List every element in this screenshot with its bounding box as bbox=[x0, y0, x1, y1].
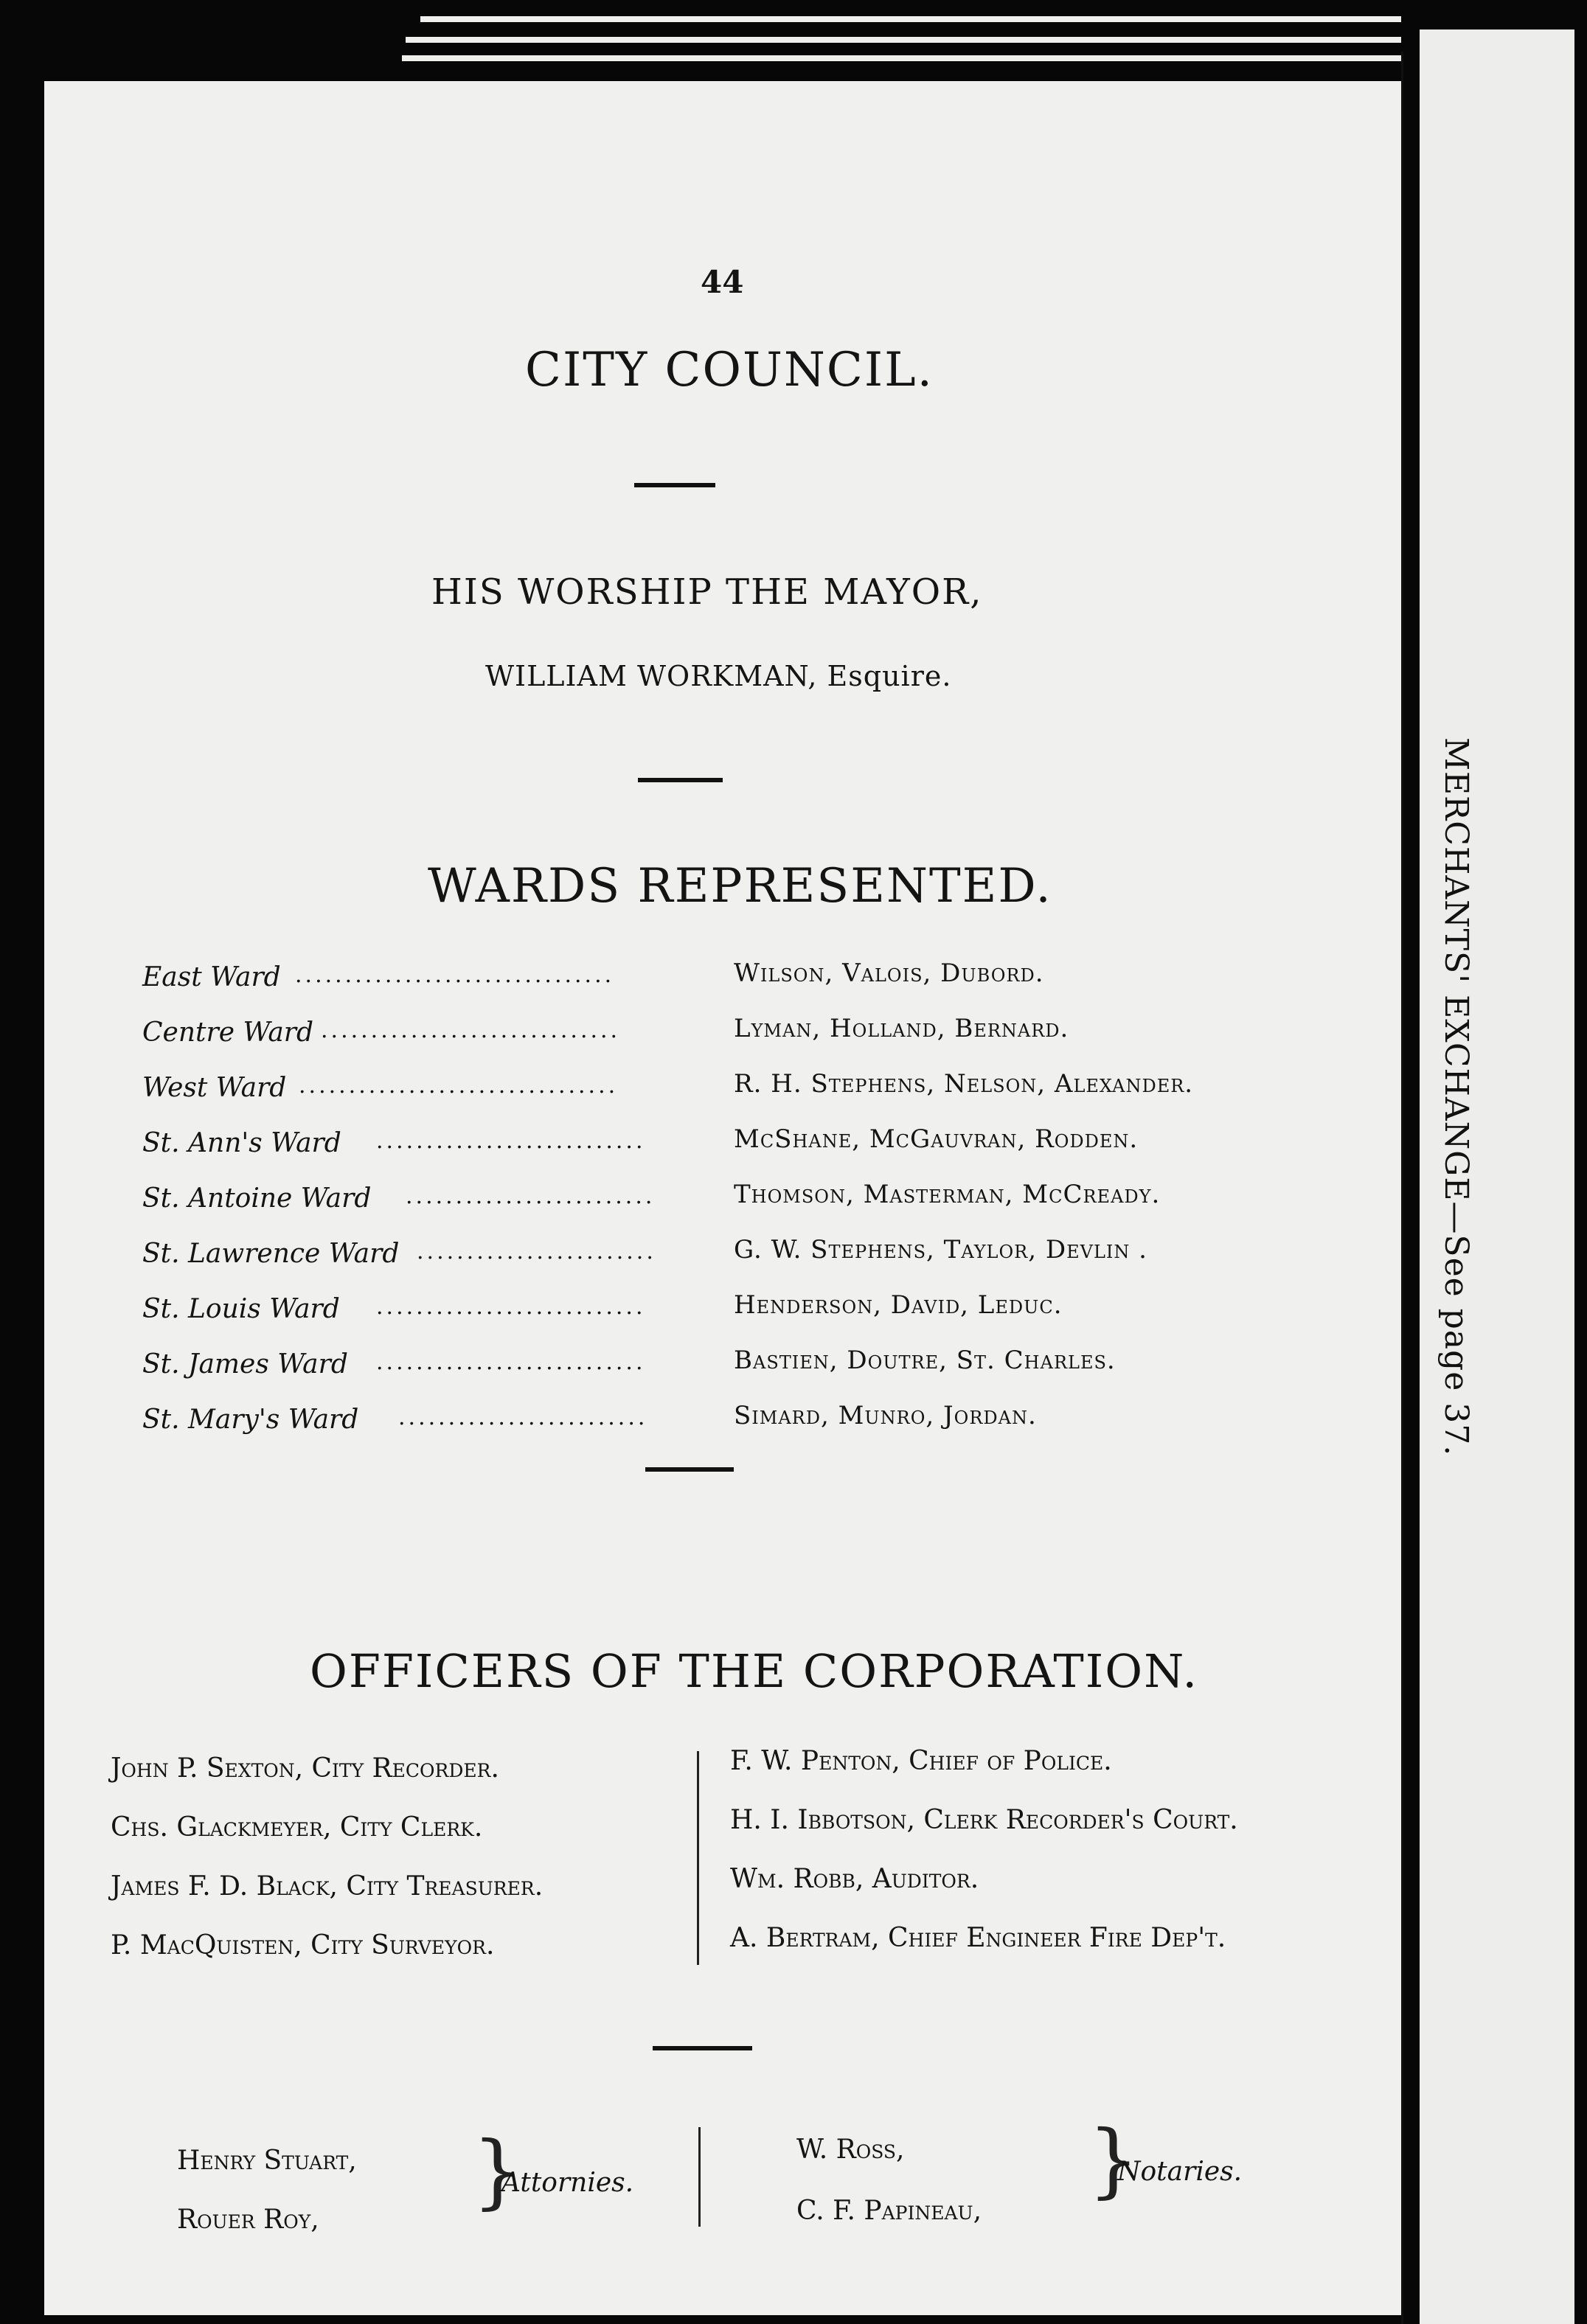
page-number: 44 bbox=[701, 264, 744, 300]
document-page bbox=[44, 81, 1401, 2315]
notary-name: W. Ross, bbox=[796, 2135, 905, 2165]
divider bbox=[653, 2046, 752, 2050]
mayor-name: WILLIAM WORKMAN, Esquire. bbox=[485, 660, 952, 692]
paper-edge bbox=[406, 37, 1401, 43]
ward-members: Thomson, Masterman, McCready. bbox=[734, 1180, 1161, 1209]
divider bbox=[634, 483, 715, 487]
leader-dots: ........................... bbox=[376, 1294, 646, 1320]
attorney-name: Henry Stuart, bbox=[177, 2146, 357, 2176]
ward-label: St. Antoine Ward bbox=[142, 1183, 372, 1214]
paper-edge bbox=[420, 16, 1401, 22]
divider bbox=[645, 1467, 734, 1472]
officer-entry: P. MacQuisten, City Surveyor. bbox=[111, 1930, 495, 1961]
brace-icon: } bbox=[1088, 2112, 1139, 2207]
leader-dots: .............................. bbox=[321, 1017, 621, 1043]
leader-dots: ................................ bbox=[295, 962, 615, 988]
leader-dots: ........................... bbox=[376, 1349, 646, 1375]
ward-members: Wilson, Valois, Dubord. bbox=[734, 959, 1044, 988]
ward-members: G. W. Stephens, Taylor, Devlin . bbox=[734, 1235, 1147, 1264]
page-gutter bbox=[1401, 52, 1403, 2324]
attorney-name: Rouer Roy, bbox=[177, 2205, 319, 2235]
ward-label: St. Louis Ward bbox=[142, 1294, 340, 1324]
ward-label: St. Lawrence Ward bbox=[142, 1239, 400, 1269]
side-note: MERCHANTS' EXCHANGE—See page 37. bbox=[1437, 737, 1475, 1457]
column-divider bbox=[697, 1751, 699, 1965]
leader-dots: ........................ bbox=[417, 1239, 656, 1264]
ward-label: Centre Ward bbox=[142, 1017, 314, 1048]
leader-dots: ........................... bbox=[376, 1128, 646, 1154]
mayor-heading: HIS WORSHIP THE MAYOR, bbox=[431, 571, 983, 613]
ward-members: Lyman, Holland, Bernard. bbox=[734, 1014, 1069, 1043]
wards-heading: WARDS REPRESENTED. bbox=[428, 859, 1052, 914]
notary-name: C. F. Papineau, bbox=[796, 2196, 982, 2226]
officer-entry: H. I. Ibbotson, Clerk Recorder's Court. bbox=[730, 1805, 1238, 1835]
ward-members: Simard, Munro, Jordan. bbox=[734, 1401, 1037, 1430]
officer-entry: James F. D. Black, City Treasurer. bbox=[111, 1871, 544, 1902]
paper-edge bbox=[402, 55, 1401, 61]
officer-entry: A. Bertram, Chief Engineer Fire Dep't. bbox=[730, 1923, 1226, 1953]
ward-label: St. Ann's Ward bbox=[142, 1128, 341, 1158]
brace-icon: } bbox=[472, 2123, 524, 2218]
officer-entry: F. W. Penton, Chief of Police. bbox=[730, 1746, 1112, 1776]
ward-members: R. H. Stephens, Nelson, Alexander. bbox=[734, 1069, 1194, 1099]
officer-entry: John P. Sexton, City Recorder. bbox=[111, 1753, 499, 1784]
leader-dots: ......................... bbox=[406, 1183, 656, 1209]
leader-dots: ................................ bbox=[299, 1073, 619, 1099]
leader-dots: ......................... bbox=[398, 1405, 648, 1430]
ward-members: Bastien, Doutre, St. Charles. bbox=[734, 1346, 1116, 1375]
divider bbox=[638, 778, 723, 782]
ward-members: Henderson, David, Leduc. bbox=[734, 1290, 1063, 1320]
officers-heading: OFFICERS OF THE CORPORATION. bbox=[310, 1644, 1199, 1698]
page-title: CITY COUNCIL. bbox=[525, 343, 934, 397]
ward-label: St. Mary's Ward bbox=[142, 1405, 359, 1435]
notaries-label: Notaries. bbox=[1117, 2157, 1243, 2187]
officer-entry: Wm. Robb, Auditor. bbox=[730, 1864, 979, 1894]
officer-entry: Chs. Glackmeyer, City Clerk. bbox=[111, 1812, 483, 1843]
ward-members: McShane, McGauvran, Rodden. bbox=[734, 1124, 1139, 1154]
ward-label: East Ward bbox=[142, 962, 281, 992]
column-divider bbox=[698, 2127, 701, 2227]
ward-label: St. James Ward bbox=[142, 1349, 348, 1380]
ward-label: West Ward bbox=[142, 1073, 287, 1103]
attorneys-label: Attornies. bbox=[501, 2168, 634, 2198]
